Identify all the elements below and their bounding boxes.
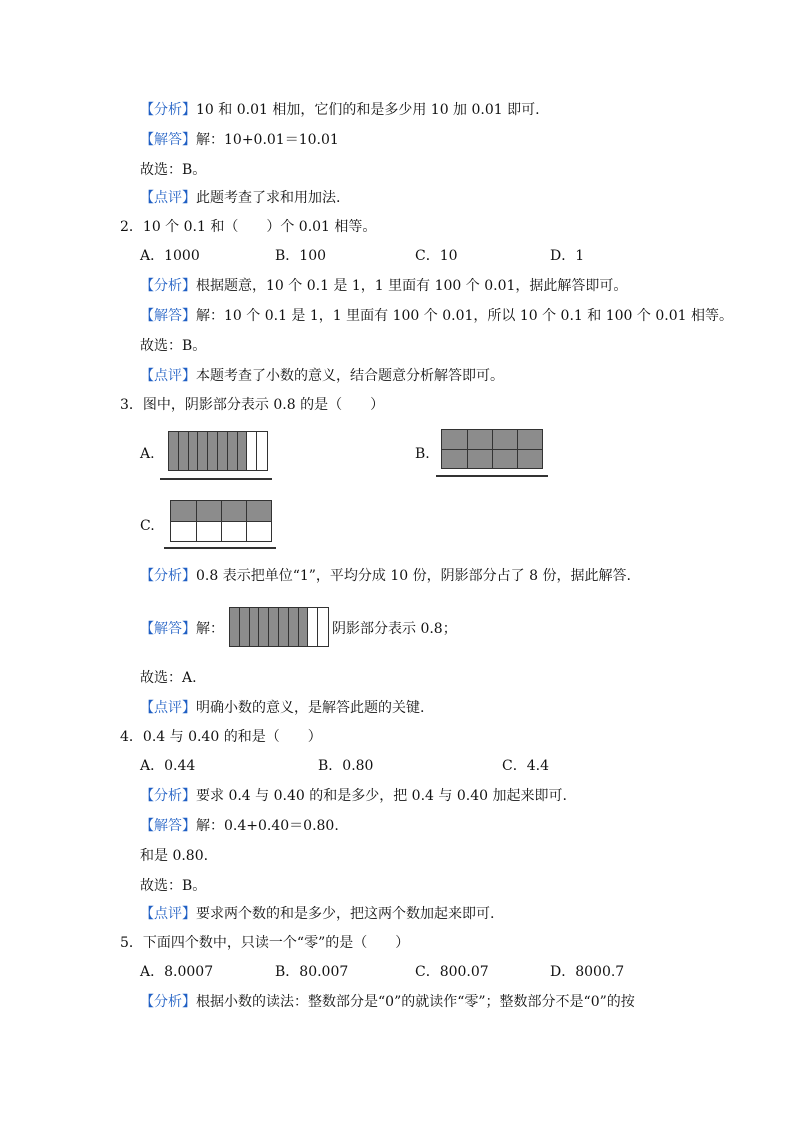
q5-question: 5．下面四个数中，只读一个“零”的是（ ） <box>120 935 410 951</box>
q1-answer: 【解答】解：10+0.01＝10.01 <box>140 132 339 148</box>
answer-tag: 【解答】 <box>140 818 196 834</box>
answer-figure-strip <box>229 607 329 647</box>
q3-option-c: C. <box>140 518 155 534</box>
q2-answer: 【解答】解：10 个 0.1 是 1，1 里面有 100 个 0.01，所以 10 个 0.1 和 100 个 0.01 相等。 <box>140 308 733 324</box>
q2-option-c: C．10 <box>415 248 458 264</box>
q3-analysis: 【分析】0.8 表示把单位“1”，平均分成 10 份，阴影部分占了 8 份，据此解答. <box>140 568 631 584</box>
q5-option-c: C．800.07 <box>415 964 489 980</box>
analysis-tag: 【分析】 <box>140 278 196 294</box>
q5-option-b: B．80.007 <box>275 964 349 980</box>
q1-choice: 故选：B。 <box>140 162 207 178</box>
analysis-tag: 【分析】 <box>140 568 196 584</box>
q4-choice: 故选：B。 <box>140 878 207 894</box>
q3-answer-suffix: 阴影部分表示 0.8； <box>332 621 457 637</box>
q4-question: 4．0.4 与 0.40 的和是（ ） <box>120 729 322 745</box>
q4-analysis: 【分析】要求 0.4 与 0.40 的和是多少，把 0.4 与 0.40 加起来即可. <box>140 788 567 804</box>
comment-tag: 【点评】 <box>140 368 196 384</box>
comment-tag: 【点评】 <box>140 906 196 922</box>
figure-b-baseline <box>436 475 548 477</box>
figure-a-baseline <box>160 478 272 480</box>
answer-tag: 【解答】 <box>140 621 196 637</box>
q4-option-c: C．4.4 <box>502 758 549 774</box>
q3-option-b: B. <box>415 446 430 462</box>
figure-c-grid <box>170 500 272 542</box>
q3-option-a: A. <box>140 446 155 462</box>
q4-option-b: B．0.80 <box>318 758 374 774</box>
q2-analysis: 【分析】根据题意，10 个 0.1 是 1，1 里面有 100 个 0.01，据此解答即可。 <box>140 278 628 294</box>
q4-comment: 【点评】要求两个数的和是多少，把这两个数加起来即可. <box>140 906 495 922</box>
q2-option-d: D．1 <box>550 248 585 264</box>
q3-comment: 【点评】明确小数的意义，是解答此题的关键. <box>140 700 425 716</box>
q2-comment: 【点评】本题考查了小数的意义，结合题意分析解答即可。 <box>140 368 504 384</box>
q4-sum-line: 和是 0.80. <box>140 848 209 864</box>
figure-b-grid <box>441 429 543 469</box>
q3-answer: 【解答】解： <box>140 621 224 637</box>
answer-tag: 【解答】 <box>140 308 196 324</box>
q4-answer: 【解答】解：0.4+0.40＝0.80. <box>140 818 339 834</box>
q2-option-a: A．1000 <box>140 248 200 264</box>
comment-tag: 【点评】 <box>140 190 196 206</box>
analysis-tag: 【分析】 <box>140 788 196 804</box>
q3-choice: 故选：A. <box>140 670 197 686</box>
q1-analysis: 【分析】10 和 0.01 相加，它们的和是多少用 10 加 0.01 即可. <box>140 102 540 118</box>
figure-c-baseline <box>164 547 276 549</box>
q5-option-a: A．8.0007 <box>140 964 214 980</box>
q3-question: 3．图中，阴影部分表示 0.8 的是（ ） <box>120 397 385 413</box>
q5-analysis: 【分析】根据小数的读法：整数部分是“0”的就读作“零”；整数部分不是“0”的按 <box>140 994 635 1010</box>
q1-comment: 【点评】此题考查了求和用加法. <box>140 190 341 206</box>
comment-tag: 【点评】 <box>140 700 196 716</box>
q4-option-a: A．0.44 <box>140 758 196 774</box>
q2-choice: 故选：B。 <box>140 338 207 354</box>
analysis-tag: 【分析】 <box>140 102 196 118</box>
answer-tag: 【解答】 <box>140 132 196 148</box>
q2-question: 2．10 个 0.1 和（ ）个 0.01 相等。 <box>120 219 377 235</box>
analysis-tag: 【分析】 <box>140 994 196 1010</box>
q5-option-d: D．8000.7 <box>550 964 625 980</box>
q2-option-b: B．100 <box>275 248 327 264</box>
figure-a-strip <box>168 431 268 471</box>
